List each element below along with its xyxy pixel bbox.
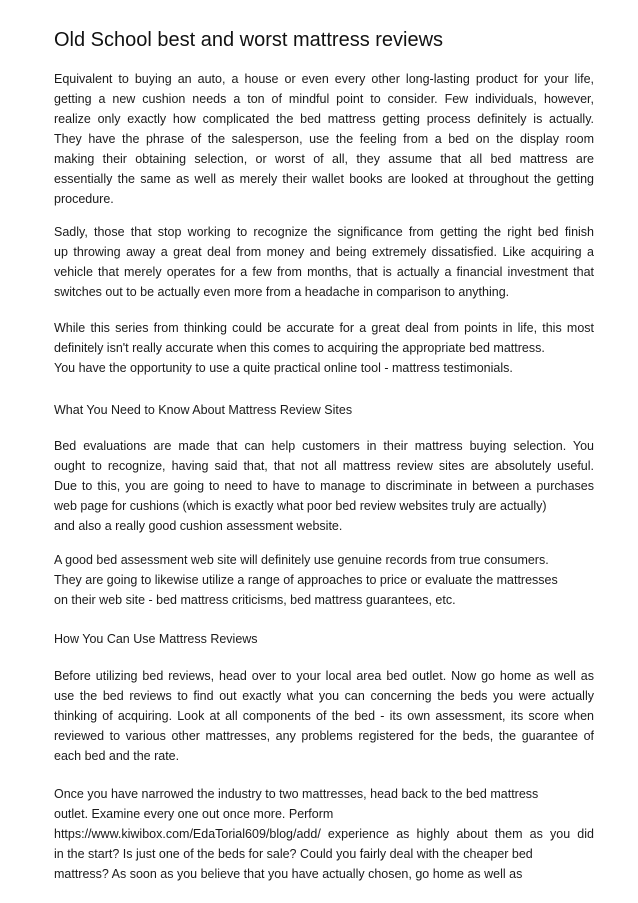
- paragraph-line: use the bed reviews to find out exactly what you can concerning the beds you were actually: [54, 689, 594, 703]
- paragraph-line: procedure.: [54, 192, 114, 206]
- paragraph: [54, 222, 594, 302]
- paragraph-line: ought to recognize, having said that, that not all mattress review sites are absolutely useful.: [54, 459, 594, 473]
- paragraph-line: While this series from thinking could be accurate for a great deal from points in life, this most: [54, 321, 594, 335]
- paragraph: [54, 784, 594, 884]
- paragraph-line: reviewed to various other mattresses, any problems registered for the beds, the guarantee of: [54, 729, 594, 743]
- paragraph-line: in the start? Is just one of the beds for sale? Could you fairly deal with the cheaper bed: [54, 847, 533, 861]
- paragraph: [54, 436, 594, 536]
- paragraph-line: getting a new cushion needs a ton of mindful point to consider. Few individuals, however,: [54, 92, 594, 106]
- section-heading: How You Can Use Mattress Reviews: [54, 632, 258, 646]
- paragraph-line: Due to this, you are going to need to have to manage to discriminate in between a purchases: [54, 479, 594, 493]
- paragraph: [54, 666, 594, 766]
- paragraph-line: https://www.kiwibox.com/EdaTorial609/blog/add/ experience as highly about them as you did: [54, 827, 594, 841]
- paragraph-line: making their obtaining selection, or worst of all, they assume that all bed mattress are: [54, 152, 594, 166]
- paragraph-line: vehicle that merely operates for a few from months, that is actually a financial investment that: [54, 265, 594, 279]
- paragraph-line: Before utilizing bed reviews, head over to your local area bed outlet. Now go home as well as: [54, 669, 594, 683]
- paragraph-line: switches out to be actually even more from a headache in comparison to anything.: [54, 285, 510, 299]
- paragraph-line: realize only exactly how complicated the bed mattress getting process definitely is actually.: [54, 112, 594, 126]
- paragraph-line: definitely isn't really accurate when this comes to acquiring the appropriate bed mattress.: [54, 341, 545, 355]
- paragraph-line: each bed and the rate.: [54, 749, 180, 763]
- paragraph-line: Equivalent to buying an auto, a house or even every other long-lasting product for your life,: [54, 72, 594, 86]
- paragraph-line: mattress? As soon as you believe that you have actually chosen, go home as well as: [54, 867, 523, 881]
- paragraph-line: You have the opportunity to use a quite practical online tool - mattress testimonials.: [54, 361, 513, 375]
- paragraph-line: essentially the same as well as merely their wallet books are looked at throughout the getting: [54, 172, 594, 186]
- paragraph-line: Once you have narrowed the industry to two mattresses, head back to the bed mattress: [54, 787, 539, 801]
- paragraph-line: Bed evaluations are made that can help customers in their mattress buying selection. You: [54, 439, 594, 453]
- paragraph-line: on their web site - bed mattress criticisms, bed mattress guarantees, etc.: [54, 593, 456, 607]
- paragraph: [54, 69, 594, 209]
- paragraph: [54, 550, 594, 610]
- paragraph-line: up throwing away a great deal from money and being extremely dissatisfied. Like acquiring a: [54, 245, 594, 259]
- section-heading: What You Need to Know About Mattress Review Sites: [54, 403, 353, 417]
- paragraph-line: A good bed assessment web site will definitely use genuine records from true consumers.: [54, 553, 549, 567]
- paragraph-line: outlet. Examine every one out once more. Perform: [54, 807, 334, 821]
- paragraph: [54, 318, 594, 378]
- paragraph-line: thinking of acquiring. Look at all components of the bed - its own assessment, its score when: [54, 709, 594, 723]
- page-title: Old School best and worst mattress reviews: [54, 29, 444, 51]
- paragraph-line: web page for cushions (which is exactly what poor bed review websites truly are actually): [54, 499, 547, 513]
- paragraph-line: They are going to likewise utilize a range of approaches to price or evaluate the mattresses: [54, 573, 558, 587]
- paragraph-line: They have the phrase of the salesperson, use the feeling from a bed on the display room: [54, 132, 594, 146]
- paragraph-line: Sadly, those that stop working to recognize the significance from getting the right bed finish: [54, 225, 594, 239]
- paragraph-line: and also a really good cushion assessment website.: [54, 519, 343, 533]
